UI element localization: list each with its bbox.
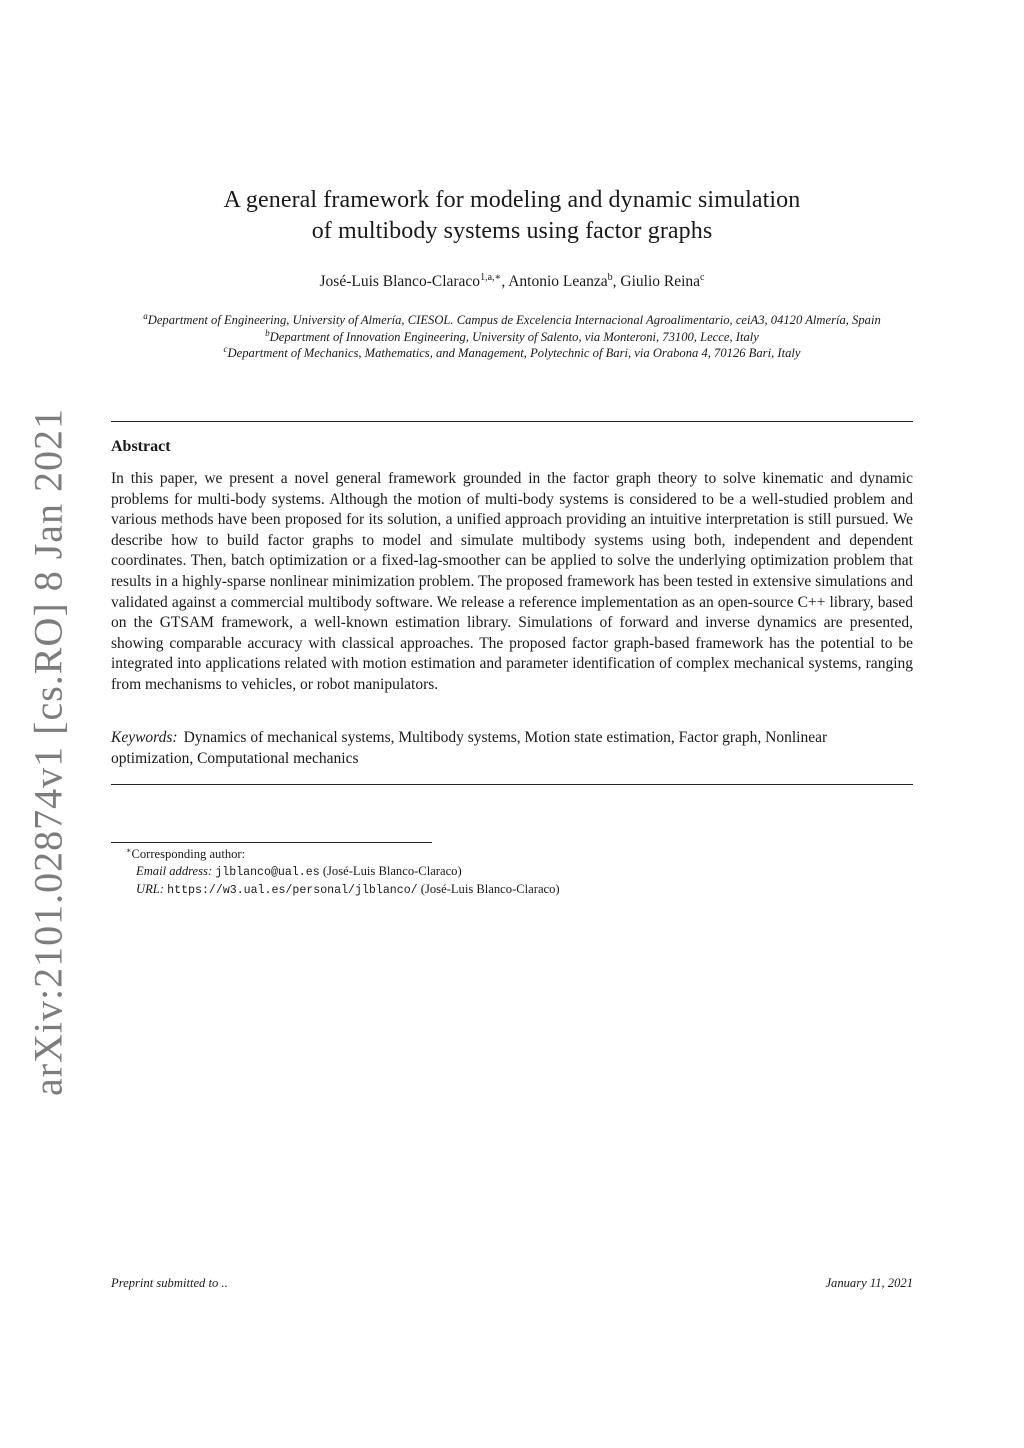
affiliation-mark: a [143,311,148,321]
affiliation-mark: b [265,327,270,338]
footnote-corresponding [126,846,560,863]
author-name: José-Luis Blanco-Claraco [319,273,481,290]
footnote [126,846,560,899]
affiliation-mark: c [223,344,228,354]
email-owner: (José-Luis Blanco-Claraco) [322,864,462,878]
paper-title [112,185,912,247]
keywords-label: Keywords: [111,729,178,746]
preprint-notice: Preprint submitted to .. [111,1276,228,1290]
affiliation-line [100,312,924,329]
paper-title-line-2: of multibody systems using factor graphs [311,218,713,244]
homepage-url-link[interactable]: https://w3.ual.es/personal/jlblanco/ [167,884,418,897]
author-list: José-Luis Blanco-Claraco$^{1,a,∗}$, Antonio Leanza$^b$, Giulio Reina$^c$ [319,272,705,290]
abstract-bottom-rule [111,784,913,785]
affiliation-text: Department of Mechanics, Mathematics, and Management, Polytechnic of Bari, via Orabona 4, 70126 Bari, Italy [227,346,801,360]
author-affiliation-mark: 1,a,∗ [480,272,502,283]
affiliation-line [100,329,924,346]
keywords [111,728,913,769]
email-address-link[interactable]: jlblanco@ual.es [215,866,320,879]
affiliation-line [100,345,924,362]
abstract-heading: Abstract [111,438,171,455]
footnote-url-row [126,881,560,899]
footnote-email-row [126,863,560,881]
paper-title-line-1: A general framework for modeling and dynamic simulation [223,187,801,213]
abstract-top-rule [111,421,913,422]
author-affiliation-mark: b [607,272,613,283]
footnote-mark: ∗ [126,846,132,855]
affiliations [100,312,924,362]
abstract-text: In this paper, we present a novel general framework grounded in the factor graph theory to solve kinematic and dynamic problems for multi-body systems. Although the motion of multi-body systems is considered to be a well-studied problem and various methods have been proposed for its solution, a unified approach providing an intuitive interpretation is still pursued. We describe how to build factor graphs to model and simulate multibody systems using both, independent and dependent coordinates. Then, batch optimization or a fixed-lag-smoother can be applied to solve the underlying optimization problem that results in a highly-sparse nonlinear minimization problem. The proposed framework has been tested in extensive simulations and validated against a commercial multibody software. We release a reference implementation as an open-source C++ library, based on the GTSAM framework, a well-known estimation library. Simulations of forward and inverse dynamics are presented, showing comparable accuracy with classical approaches. The proposed factor graph-based framework has the potential to be integrated into applications related with motion estimation and parameter identification of complex mechanical systems, ranging from mechanisms to vehicles, or robot manipulators. [111,470,913,693]
author-name: Giulio Reina [620,273,701,290]
keywords-text: Dynamics of mechanical systems, Multibody systems, Motion state estimation, Factor graph, Nonlinear optimization, Computational mechanics [111,729,828,767]
url-label: URL: [136,882,164,896]
url-owner: (José-Luis Blanco-Claraco) [420,882,560,896]
corresponding-label: Corresponding author: [131,847,246,861]
footnote-rule [111,842,432,843]
preprint-date: January 11, 2021 [825,1276,913,1290]
affiliation-text: Department of Innovation Engineering, University of Salento, via Monteroni, 73100, Lecce, Italy [269,329,759,344]
arxiv-identifier-stamp: arXiv:2101.02874v1 [cs.RO] 8 Jan 2021 [25,407,71,1097]
author-name: Antonio Leanza [508,273,608,290]
author-affiliation-mark: c [700,272,705,283]
affiliation-text: Department of Engineering, University of Almería, CIESOL. Campus de Excelencia Internacional Agroalimentario, ceiA3, 04120 Almería, Spain [147,313,881,327]
email-label: Email address: [136,864,213,878]
